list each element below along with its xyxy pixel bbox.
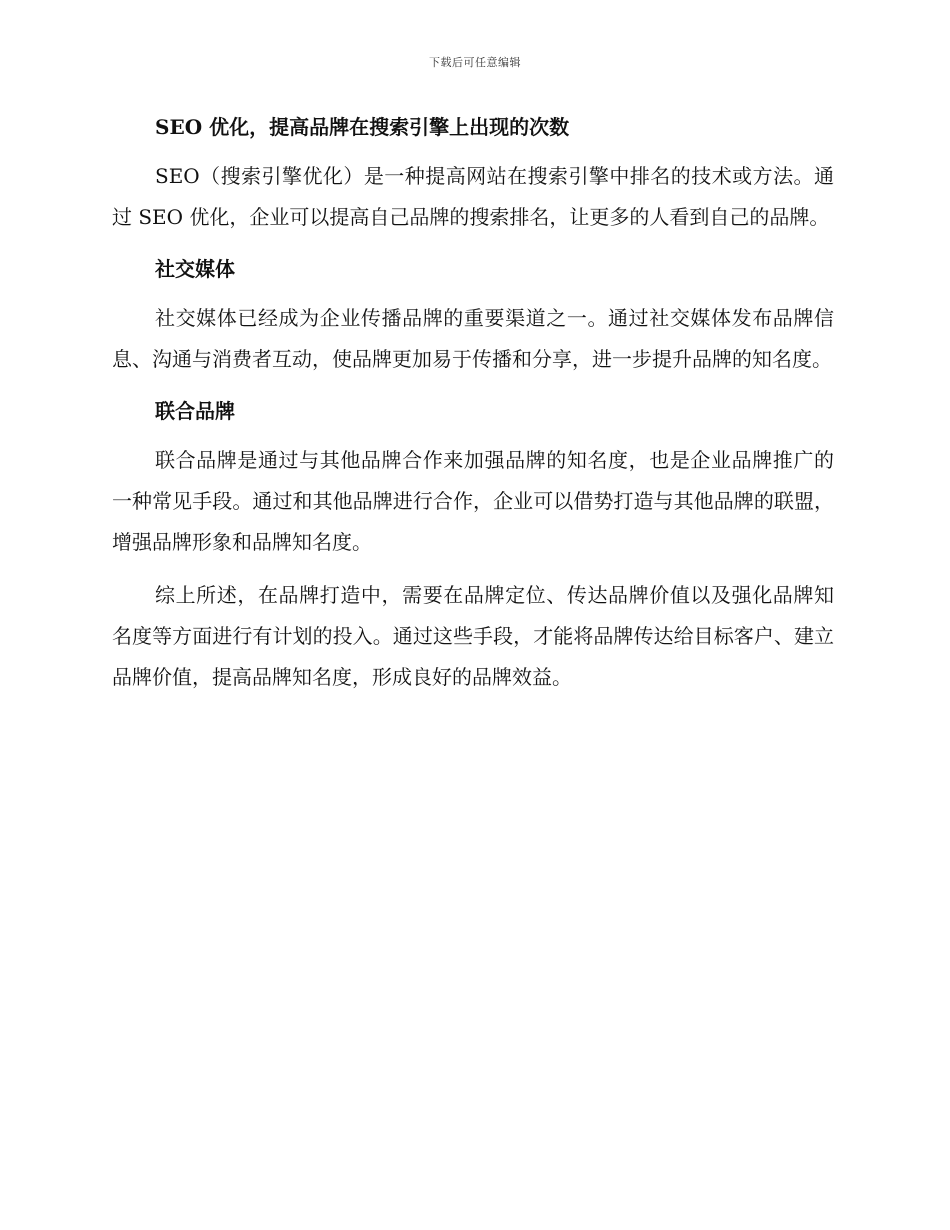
section-seo <box>112 108 834 238</box>
section-social-media <box>112 250 834 380</box>
document-body <box>112 108 834 710</box>
section-heading: SEO 优化，提高品牌在搜索引擎上出现的次数 <box>155 115 570 139</box>
section-heading: 联合品牌 <box>155 399 235 423</box>
section-co-branding <box>112 392 834 563</box>
section-paragraph: 联合品牌是通过与其他品牌合作来加强品牌的知名度，也是企业品牌推广的一种常见手段。通过和其他品牌进行合作，企业可以借势打造与其他品牌的联盟，增强品牌形象和品牌知名度。 <box>112 448 834 554</box>
conclusion-paragraph: 综上所述，在品牌打造中，需要在品牌定位、传达品牌价值以及强化品牌知名度等方面进行有计划的投入。通过这些手段，才能将品牌传达给目标客户、建立品牌价值，提高品牌知名度，形成良好的品牌效益。 <box>112 583 834 689</box>
page-header: 下载后可任意编辑 <box>429 56 521 69</box>
section-paragraph: SEO（搜索引擎优化）是一种提高网站在搜索引擎中排名的技术或方法。通过 SEO 优化，企业可以提高自己品牌的搜索排名，让更多的人看到自己的品牌。 <box>112 164 834 229</box>
section-heading: 社交媒体 <box>155 257 235 281</box>
section-paragraph: 社交媒体已经成为企业传播品牌的重要渠道之一。通过社交媒体发布品牌信息、沟通与消费者互动，使品牌更加易于传播和分享，进一步提升品牌的知名度。 <box>112 306 834 371</box>
